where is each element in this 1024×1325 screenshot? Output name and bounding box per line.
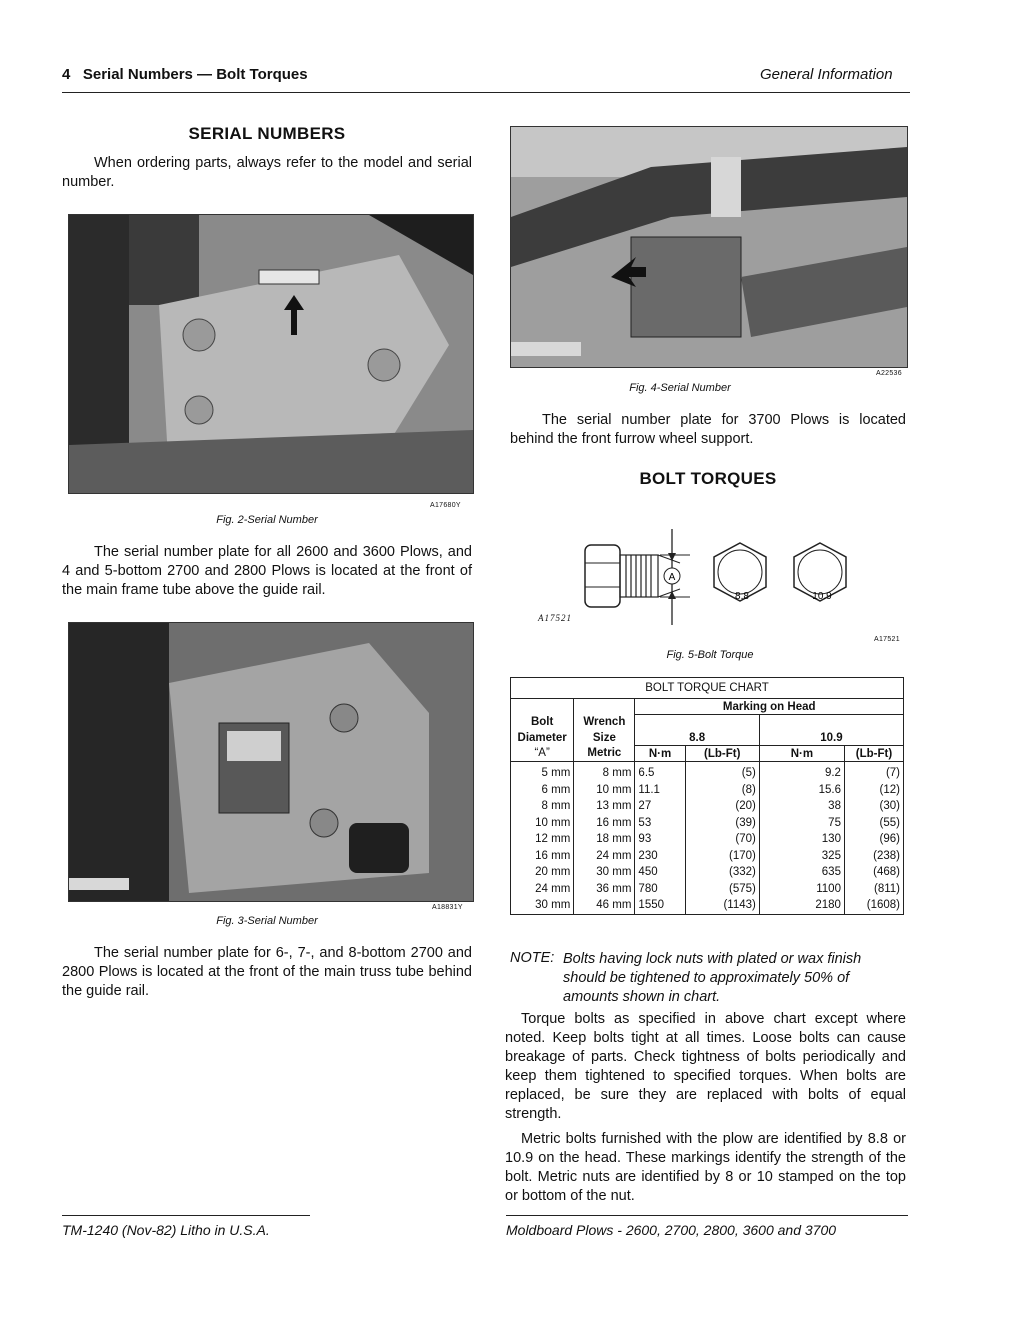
- col-nm-109: N·m: [759, 746, 844, 762]
- cell-lb88: (20): [685, 798, 759, 815]
- cell-nm88: 1550: [635, 897, 685, 914]
- footer-left: TM-1240 (Nov-82) Litho in U.S.A.: [62, 1222, 270, 1238]
- cell-wrench: 8 mm: [574, 762, 635, 782]
- note-body: Bolts having lock nuts with plated or wax finish should be tightened to approximately 50% of amounts shown in chart.: [563, 951, 862, 1005]
- fig3-text: The serial number plate for 6-, 7-, and 8-bottom 2700 and 2800 Plows is located at the front of the main truss tube behind the guide rail.: [62, 945, 472, 999]
- table-row: [511, 762, 904, 782]
- table-row: [511, 897, 904, 914]
- cell-lb109: (238): [844, 848, 903, 865]
- diagram-label-109: 10.9: [812, 591, 832, 602]
- cell-dia: 20 mm: [511, 864, 574, 881]
- diagram-label-88: 8.8: [735, 591, 749, 602]
- cell-nm109: 1100: [759, 881, 844, 898]
- fig4-caption: Fig. 4-Serial Number: [629, 382, 731, 394]
- fig5-drawing-code: A17521: [538, 613, 572, 623]
- cell-lb88: (575): [685, 881, 759, 898]
- cell-lb88: (39): [685, 815, 759, 832]
- fig4-photo: [510, 126, 908, 368]
- cell-lb109: (468): [844, 864, 903, 881]
- cell-dia: 12 mm: [511, 831, 574, 848]
- cell-lb109: (1608): [844, 897, 903, 914]
- cell-lb109: (96): [844, 831, 903, 848]
- cell-wrench: 46 mm: [574, 897, 635, 914]
- col-wrench-1: Wrench: [574, 715, 635, 731]
- fig2-code: A17680Y: [430, 502, 461, 509]
- col-bolt-1: Bolt: [511, 715, 574, 731]
- fig5-caption: Fig. 5-Bolt Torque: [666, 649, 754, 661]
- cell-dia: 24 mm: [511, 881, 574, 898]
- cell-nm88: 93: [635, 831, 685, 848]
- fig4-code: A22536: [876, 370, 902, 377]
- chart-marking-header: Marking on Head: [635, 699, 904, 715]
- cell-nm109: 130: [759, 831, 844, 848]
- fig3-caption: Fig. 3-Serial Number: [216, 915, 318, 927]
- bolt-torque-chart: [510, 677, 904, 915]
- fig5-code: A17521: [874, 636, 900, 643]
- cell-lb109: (811): [844, 881, 903, 898]
- cell-nm88: 27: [635, 798, 685, 815]
- cell-wrench: 13 mm: [574, 798, 635, 815]
- cell-lb88: (5): [685, 762, 759, 782]
- cell-nm109: 635: [759, 864, 844, 881]
- col-bolt-3: “A”: [511, 746, 574, 762]
- table-row: [511, 864, 904, 881]
- cell-dia: 5 mm: [511, 762, 574, 782]
- cell-dia: 6 mm: [511, 782, 574, 799]
- cell-nm88: 450: [635, 864, 685, 881]
- cell-lb109: (55): [844, 815, 903, 832]
- table-row: [511, 798, 904, 815]
- cell-nm88: 53: [635, 815, 685, 832]
- cell-nm88: 780: [635, 881, 685, 898]
- cell-wrench: 16 mm: [574, 815, 635, 832]
- cell-lb109: (7): [844, 762, 903, 782]
- cell-nm88: 230: [635, 848, 685, 865]
- grade-88-header: 8.8: [635, 730, 759, 746]
- table-row: [511, 782, 904, 799]
- col-lbft-88: (Lb-Ft): [685, 746, 759, 762]
- col-bolt-2: Diameter: [511, 730, 574, 746]
- serial-intro-text: When ordering parts, always refer to the model and serial number.: [62, 155, 472, 190]
- cell-wrench: 18 mm: [574, 831, 635, 848]
- cell-lb88: (170): [685, 848, 759, 865]
- table-row: [511, 881, 904, 898]
- cell-nm109: 2180: [759, 897, 844, 914]
- fig2-photo: [68, 214, 474, 494]
- cell-lb109: (12): [844, 782, 903, 799]
- table-row: [511, 815, 904, 832]
- footer-right: Moldboard Plows - 2600, 2700, 2800, 3600 and 3700: [506, 1222, 837, 1238]
- torque-paragraph-1: Torque bolts as specified in above chart except where noted. Keep bolts tight at all times. Loose bolts can cause breakage of parts. Check tightness of bolts periodically and keep them tightened to specified torques. When bolts are replaced, be sure they are replaced with bolts of equal strength.: [505, 1011, 906, 1122]
- grade-109-header: 10.9: [759, 730, 903, 746]
- diagram-label-a: A: [668, 572, 676, 583]
- serial-numbers-title: SERIAL NUMBERS: [188, 124, 346, 143]
- table-row: [511, 848, 904, 865]
- cell-dia: 8 mm: [511, 798, 574, 815]
- cell-wrench: 10 mm: [574, 782, 635, 799]
- cell-nm88: 11.1: [635, 782, 685, 799]
- fig2-text: The serial number plate for all 2600 and 3600 Plows, and 4 and 5-bottom 2700 and 2800 Plows is located at the front of the main frame tube above the guide rail.: [62, 544, 472, 598]
- header-rule: [62, 92, 910, 93]
- cell-nm88: 6.5: [635, 762, 685, 782]
- col-nm-88: N·m: [635, 746, 685, 762]
- cell-nm109: 38: [759, 798, 844, 815]
- cell-dia: 16 mm: [511, 848, 574, 865]
- table-row: [511, 831, 904, 848]
- running-header-right: General Information: [760, 66, 893, 83]
- cell-wrench: 36 mm: [574, 881, 635, 898]
- fig4-text: The serial number plate for 3700 Plows is located behind the front furrow wheel support.: [510, 412, 906, 447]
- fig2-caption: Fig. 2-Serial Number: [216, 514, 318, 526]
- col-lbft-109: (Lb-Ft): [844, 746, 903, 762]
- cell-dia: 30 mm: [511, 897, 574, 914]
- col-wrench-2: Size: [574, 730, 635, 746]
- cell-wrench: 30 mm: [574, 864, 635, 881]
- footer-rule-right: [506, 1215, 908, 1216]
- cell-dia: 10 mm: [511, 815, 574, 832]
- cell-lb88: (70): [685, 831, 759, 848]
- cell-nm109: 325: [759, 848, 844, 865]
- cell-nm109: 75: [759, 815, 844, 832]
- cell-nm109: 15.6: [759, 782, 844, 799]
- cell-lb88: (8): [685, 782, 759, 799]
- cell-nm109: 9.2: [759, 762, 844, 782]
- footer-rule-left: [62, 1215, 310, 1216]
- fig3-photo: [68, 622, 474, 902]
- chart-title: BOLT TORQUE CHART: [511, 678, 904, 699]
- col-wrench-3: Metric: [574, 746, 635, 762]
- torque-paragraph-2: Metric bolts furnished with the plow are identified by 8.8 or 10.9 on the head. These markings identify the strength of the bolt. Metric nuts are identified by 8 or 10 stamped on the top or bottom of the nut.: [505, 1131, 906, 1204]
- note-lead: NOTE:: [510, 950, 555, 966]
- fig3-code: A18831Y: [432, 904, 463, 911]
- fig5-bolt-diagram: [530, 525, 870, 630]
- cell-lb109: (30): [844, 798, 903, 815]
- cell-wrench: 24 mm: [574, 848, 635, 865]
- cell-lb88: (1143): [685, 897, 759, 914]
- bolt-torques-title: BOLT TORQUES: [639, 469, 777, 488]
- running-header-left: 4 Serial Numbers — Bolt Torques: [62, 66, 308, 83]
- cell-lb88: (332): [685, 864, 759, 881]
